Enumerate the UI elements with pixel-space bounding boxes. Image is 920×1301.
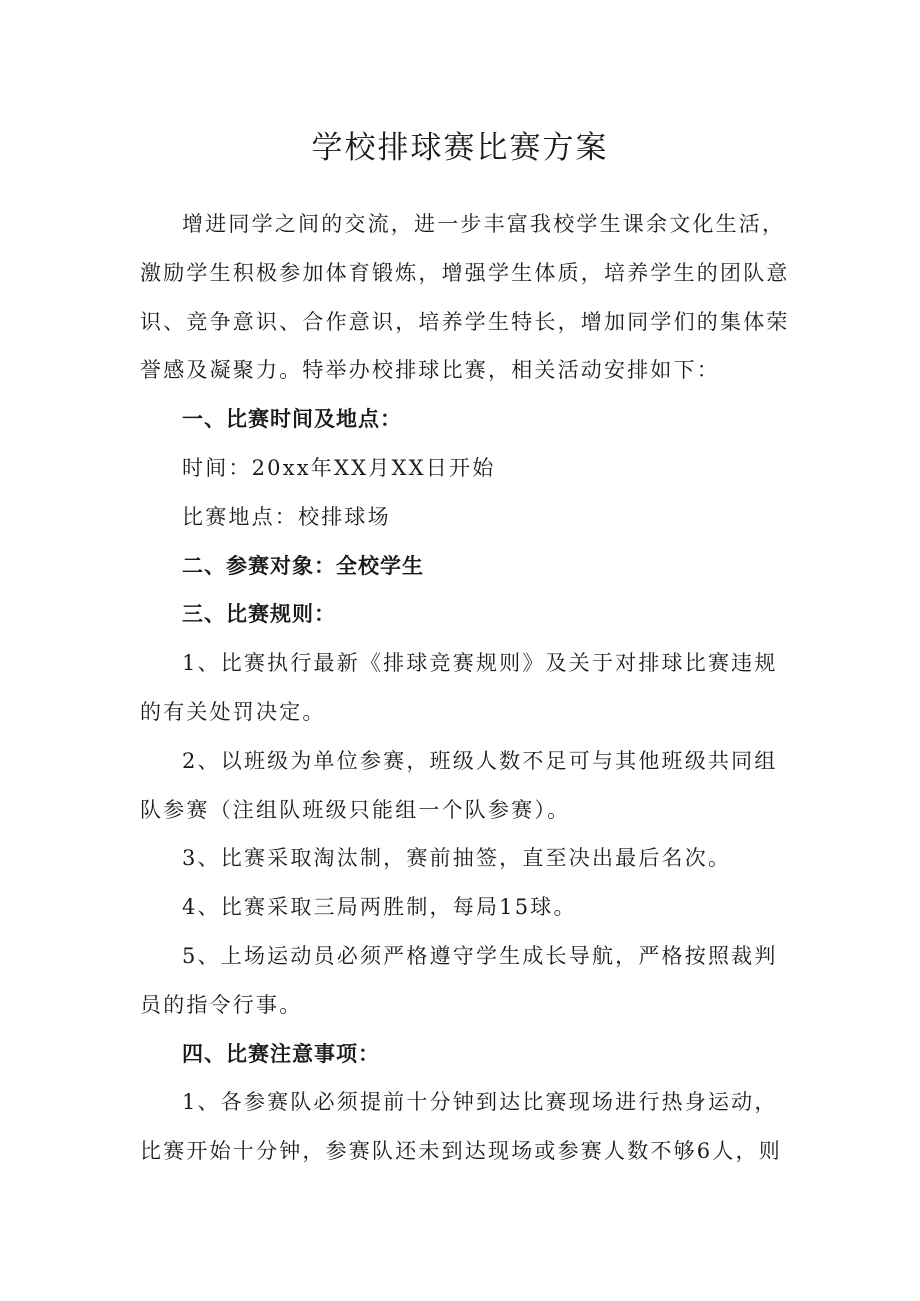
rule-item-1: 1、比赛执行最新《排球竞赛规则》及关于对排球比赛违规的有关处罚决定。 (140, 651, 778, 724)
intro-paragraph: 增进同学之间的交流，进一步丰富我校学生课余文化生活，激励学生积极参加体育锻炼，增强学生体质，培养学生的团队意识、竞争意识、合作意识，培养学生特长，增加同学们的集体荣誉感及凝聚力。特举办校排球比赛，相关活动安排如下： (140, 212, 790, 383)
section-heading-time-location: 一、比赛时间及地点： (182, 407, 402, 432)
rule-item-4: 4、比赛采取三局两胜制，每局15球。 (182, 895, 577, 920)
section-heading-rules: 三、比赛规则： (182, 602, 336, 627)
note-item-1: 1、各参赛队必须提前十分钟到达比赛现场进行热身运动，比赛开始十分钟，参赛队还未到达现场或参赛人数不够6人，则 (140, 1090, 782, 1164)
rule-item-3: 3、比赛采取淘汰制，赛前抽签，直至决出最后名次。 (182, 846, 732, 871)
section-heading-notes: 四、比赛注意事项： (182, 1041, 380, 1066)
location-line: 比赛地点：校排球场 (182, 504, 391, 529)
document-body (140, 200, 800, 1176)
time-line: 时间：20xx年XX月XX日开始 (182, 455, 496, 480)
rule-item-2: 2、以班级为单位参赛，班级人数不足可与其他班级共同组队参赛（注组队班级只能组一个队参赛）。 (140, 748, 778, 822)
document-title: 学校排球赛比赛方案 (311, 130, 609, 166)
rule-item-5: 5、上场运动员必须严格遵守学生成长导航，严格按照裁判员的指令行事。 (140, 943, 778, 1017)
section-heading-participants: 二、参赛对象：全校学生 (182, 553, 424, 578)
